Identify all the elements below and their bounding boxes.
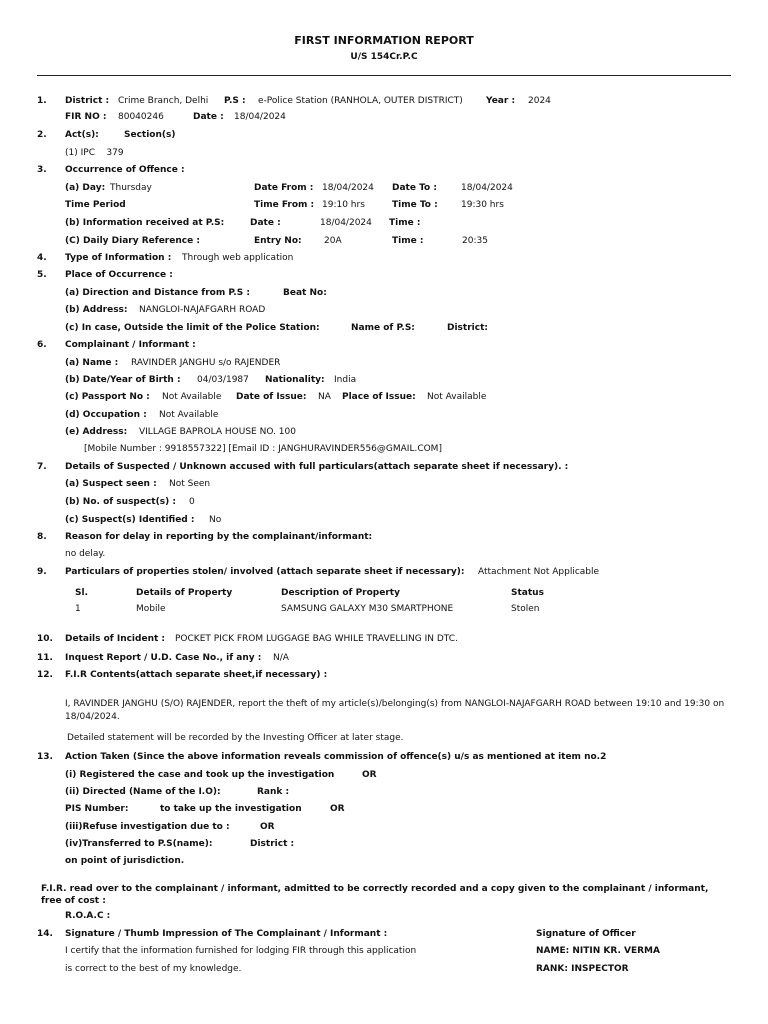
item-number: 10. <box>37 634 53 644</box>
day-value: Thursday <box>110 183 152 193</box>
item-number: 1. <box>37 96 47 106</box>
day-label: (a) Day: <box>65 183 106 193</box>
district-value: Crime Branch, Delhi <box>118 96 209 106</box>
info-time-label: Time : <box>389 218 421 228</box>
or-label: OR <box>260 822 275 832</box>
sections-label: Section(s) <box>124 130 176 140</box>
incident-details-value: POCKET PICK FROM LUGGAGE BAG WHILE TRAVELLING IN DTC. <box>175 634 458 644</box>
inquest-label: Inquest Report / U.D. Case No., if any : <box>65 653 262 663</box>
info-date-label: Date : <box>250 218 281 228</box>
properties-value: Attachment Not Applicable <box>478 567 600 577</box>
complainant-contact-value: [Mobile Number : 9918557322] [Email ID : JANGHURAVINDER556@GMAIL.COM] <box>84 444 442 454</box>
occurrence-label: Occurrence of Offence : <box>65 165 185 175</box>
fir-no-value: 80040246 <box>118 112 164 122</box>
suspect-details-label: Details of Suspected / Unknown accused with full particulars(attach separate sheet if necessary). : <box>65 462 569 472</box>
complainant-address-label: (e) Address: <box>65 427 128 437</box>
fir-no-label: FIR NO : <box>65 112 107 122</box>
info-date-value: 18/04/2024 <box>320 218 372 228</box>
item-number: 7. <box>37 462 47 472</box>
district-label: District : <box>65 96 110 106</box>
item-number: 12. <box>37 670 53 680</box>
table-header-description: Description of Property <box>281 588 400 598</box>
suspect-seen-label: (a) Suspect seen : <box>65 479 157 489</box>
document-subtitle: U/S 154Cr.P.C <box>350 52 418 62</box>
item-number: 13. <box>37 752 53 762</box>
date-from-label: Date From : <box>254 183 314 193</box>
table-cell-sl: 1 <box>75 604 81 614</box>
transferred-district-label: District : <box>250 839 295 849</box>
year-value: 2024 <box>528 96 551 106</box>
officer-signature-label: Signature of Officer <box>536 929 636 939</box>
name-ps-label: Name of P.S: <box>351 323 415 333</box>
fir-contents-paragraph: I, RAVINDER JANGHU (S/O) RAJENDER, report the theft of my article(s)/belonging(s) from NANGLOI-NAJAFGARH ROAD between 19:10 and 19:30 on 18/04/2024. <box>65 699 725 722</box>
info-type-label: Type of Information : <box>65 253 172 263</box>
table-cell-details: Mobile <box>136 604 166 614</box>
table-header-sl: Sl. <box>75 588 88 598</box>
refuse-investigation-label: (iii)Refuse investigation due to : <box>65 822 230 832</box>
diary-time-value: 20:35 <box>462 236 488 246</box>
document-title: FIRST INFORMATION REPORT <box>294 34 474 47</box>
item-number: 11. <box>37 653 53 663</box>
or-label: OR <box>330 804 345 814</box>
issue-place-value: Not Available <box>427 392 487 402</box>
header-divider <box>37 75 731 76</box>
date-to-value: 18/04/2024 <box>461 183 513 193</box>
registered-case-label: (i) Registered the case and took up the investigation <box>65 770 335 780</box>
year-label: Year : <box>486 96 516 106</box>
outside-limit-label: (c) In case, Outside the limit of the Police Station: <box>65 323 320 333</box>
ps-label: P.S : <box>224 96 246 106</box>
item-number: 9. <box>37 567 47 577</box>
properties-label: Particulars of properties stolen/ involved (attach separate sheet if necessary): <box>65 567 465 577</box>
dob-label: (b) Date/Year of Birth : <box>65 375 181 385</box>
delay-reason-value: no delay. <box>65 549 106 559</box>
time-to-value: 19:30 hrs <box>461 200 504 210</box>
item-number: 4. <box>37 253 47 263</box>
complainant-label: Complainant / Informant : <box>65 340 196 350</box>
date-to-label: Date To : <box>392 183 437 193</box>
inquest-value: N/A <box>273 653 289 663</box>
transferred-ps-label: (iv)Transferred to P.S(name): <box>65 839 213 849</box>
fir-contents-note: Detailed statement will be recorded by the Investing Officer at later stage. <box>67 733 404 743</box>
item-number: 5. <box>37 270 47 280</box>
jurisdiction-label: on point of jurisdiction. <box>65 856 185 866</box>
certify-line-2: is correct to the best of my knowledge. <box>65 964 242 974</box>
act-section-value: (1) IPC 379 <box>65 148 124 158</box>
info-received-label: (b) Information received at P.S: <box>65 218 225 228</box>
dob-value: 04/03/1987 <box>197 375 249 385</box>
occupation-value: Not Available <box>159 410 219 420</box>
occupation-label: (d) Occupation : <box>65 410 147 420</box>
passport-label: (c) Passport No : <box>65 392 150 402</box>
complainant-name-label: (a) Name : <box>65 358 119 368</box>
item-number: 2. <box>37 130 47 140</box>
officer-name: NAME: NITIN KR. VERMA <box>536 946 660 956</box>
diary-time-label: Time : <box>392 236 424 246</box>
nationality-label: Nationality: <box>265 375 325 385</box>
fir-date-value: 18/04/2024 <box>234 112 286 122</box>
place-occurrence-label: Place of Occurrence : <box>65 270 173 280</box>
directed-io-label: (ii) Directed (Name of the I.O): <box>65 787 221 797</box>
time-to-label: Time To : <box>392 200 438 210</box>
signature-complainant-label: Signature / Thumb Impression of The Complainant / Informant : <box>65 929 388 939</box>
occurrence-address-label: (b) Address: <box>65 305 128 315</box>
direction-distance-label: (a) Direction and Distance from P.S : <box>65 288 250 298</box>
pis-number-label: PIS Number: <box>65 804 129 814</box>
passport-value: Not Available <box>162 392 222 402</box>
table-cell-description: SAMSUNG GALAXY M30 SMARTPHONE <box>281 604 454 614</box>
delay-reason-label: Reason for delay in reporting by the complainant/informant: <box>65 532 373 542</box>
rank-label: Rank : <box>257 787 290 797</box>
time-from-value: 19:10 hrs <box>322 200 365 210</box>
suspect-count-label: (b) No. of suspect(s) : <box>65 497 176 507</box>
issue-date-value: NA <box>318 392 331 402</box>
nationality-value: India <box>334 375 357 385</box>
suspect-seen-value: Not Seen <box>169 479 211 489</box>
beat-no-label: Beat No: <box>283 288 327 298</box>
time-period-label: Time Period <box>65 200 126 210</box>
entry-no-value: 20A <box>324 236 342 246</box>
suspect-identified-label: (c) Suspect(s) Identified : <box>65 515 195 525</box>
issue-date-label: Date of Issue: <box>236 392 307 402</box>
item-number: 14. <box>37 929 53 939</box>
item-number: 6. <box>37 340 47 350</box>
complainant-name-value: RAVINDER JANGHU s/o RAJENDER <box>131 358 281 368</box>
time-from-label: Time From : <box>254 200 315 210</box>
take-up-investigation-label: to take up the investigation <box>160 804 302 814</box>
date-from-value: 18/04/2024 <box>322 183 374 193</box>
or-label: OR <box>362 770 377 780</box>
table-header-details: Details of Property <box>136 588 233 598</box>
incident-details-label: Details of Incident : <box>65 634 166 644</box>
info-type-value: Through web application <box>182 253 294 263</box>
acts-label: Act(s): <box>65 130 99 140</box>
read-over-statement: F.I.R. read over to the complainant / informant, admitted to be correctly recorded and a copy given to the complainant / informant, free of cost : <box>41 884 709 906</box>
issue-place-label: Place of Issue: <box>342 392 416 402</box>
entry-no-label: Entry No: <box>254 236 302 246</box>
officer-rank: RANK: INSPECTOR <box>536 964 629 974</box>
item-number: 3. <box>37 165 47 175</box>
item-number: 8. <box>37 532 47 542</box>
daily-diary-label: (C) Daily Diary Reference : <box>65 236 200 246</box>
certify-line-1: I certify that the information furnished for lodging FIR through this application <box>65 946 417 956</box>
action-taken-label: Action Taken (Since the above information reveals commission of offence(s) u/s as mentioned at item no.2 <box>65 752 607 762</box>
suspect-count-value: 0 <box>189 497 195 507</box>
occurrence-address-value: NANGLOI-NAJAFGARH ROAD <box>139 305 266 315</box>
roac-label: R.O.A.C : <box>65 911 111 921</box>
outside-district-label: District: <box>447 323 488 333</box>
table-header-status: Status <box>511 588 544 598</box>
fir-date-label: Date : <box>193 112 224 122</box>
table-cell-status: Stolen <box>511 604 540 614</box>
complainant-address-value: VILLAGE BAPROLA HOUSE NO. 100 <box>139 427 296 437</box>
fir-contents-label: F.I.R Contents(attach separate sheet,if necessary) : <box>65 670 328 680</box>
ps-value: e-Police Station (RANHOLA, OUTER DISTRICT) <box>258 96 463 106</box>
suspect-identified-value: No <box>209 515 222 525</box>
